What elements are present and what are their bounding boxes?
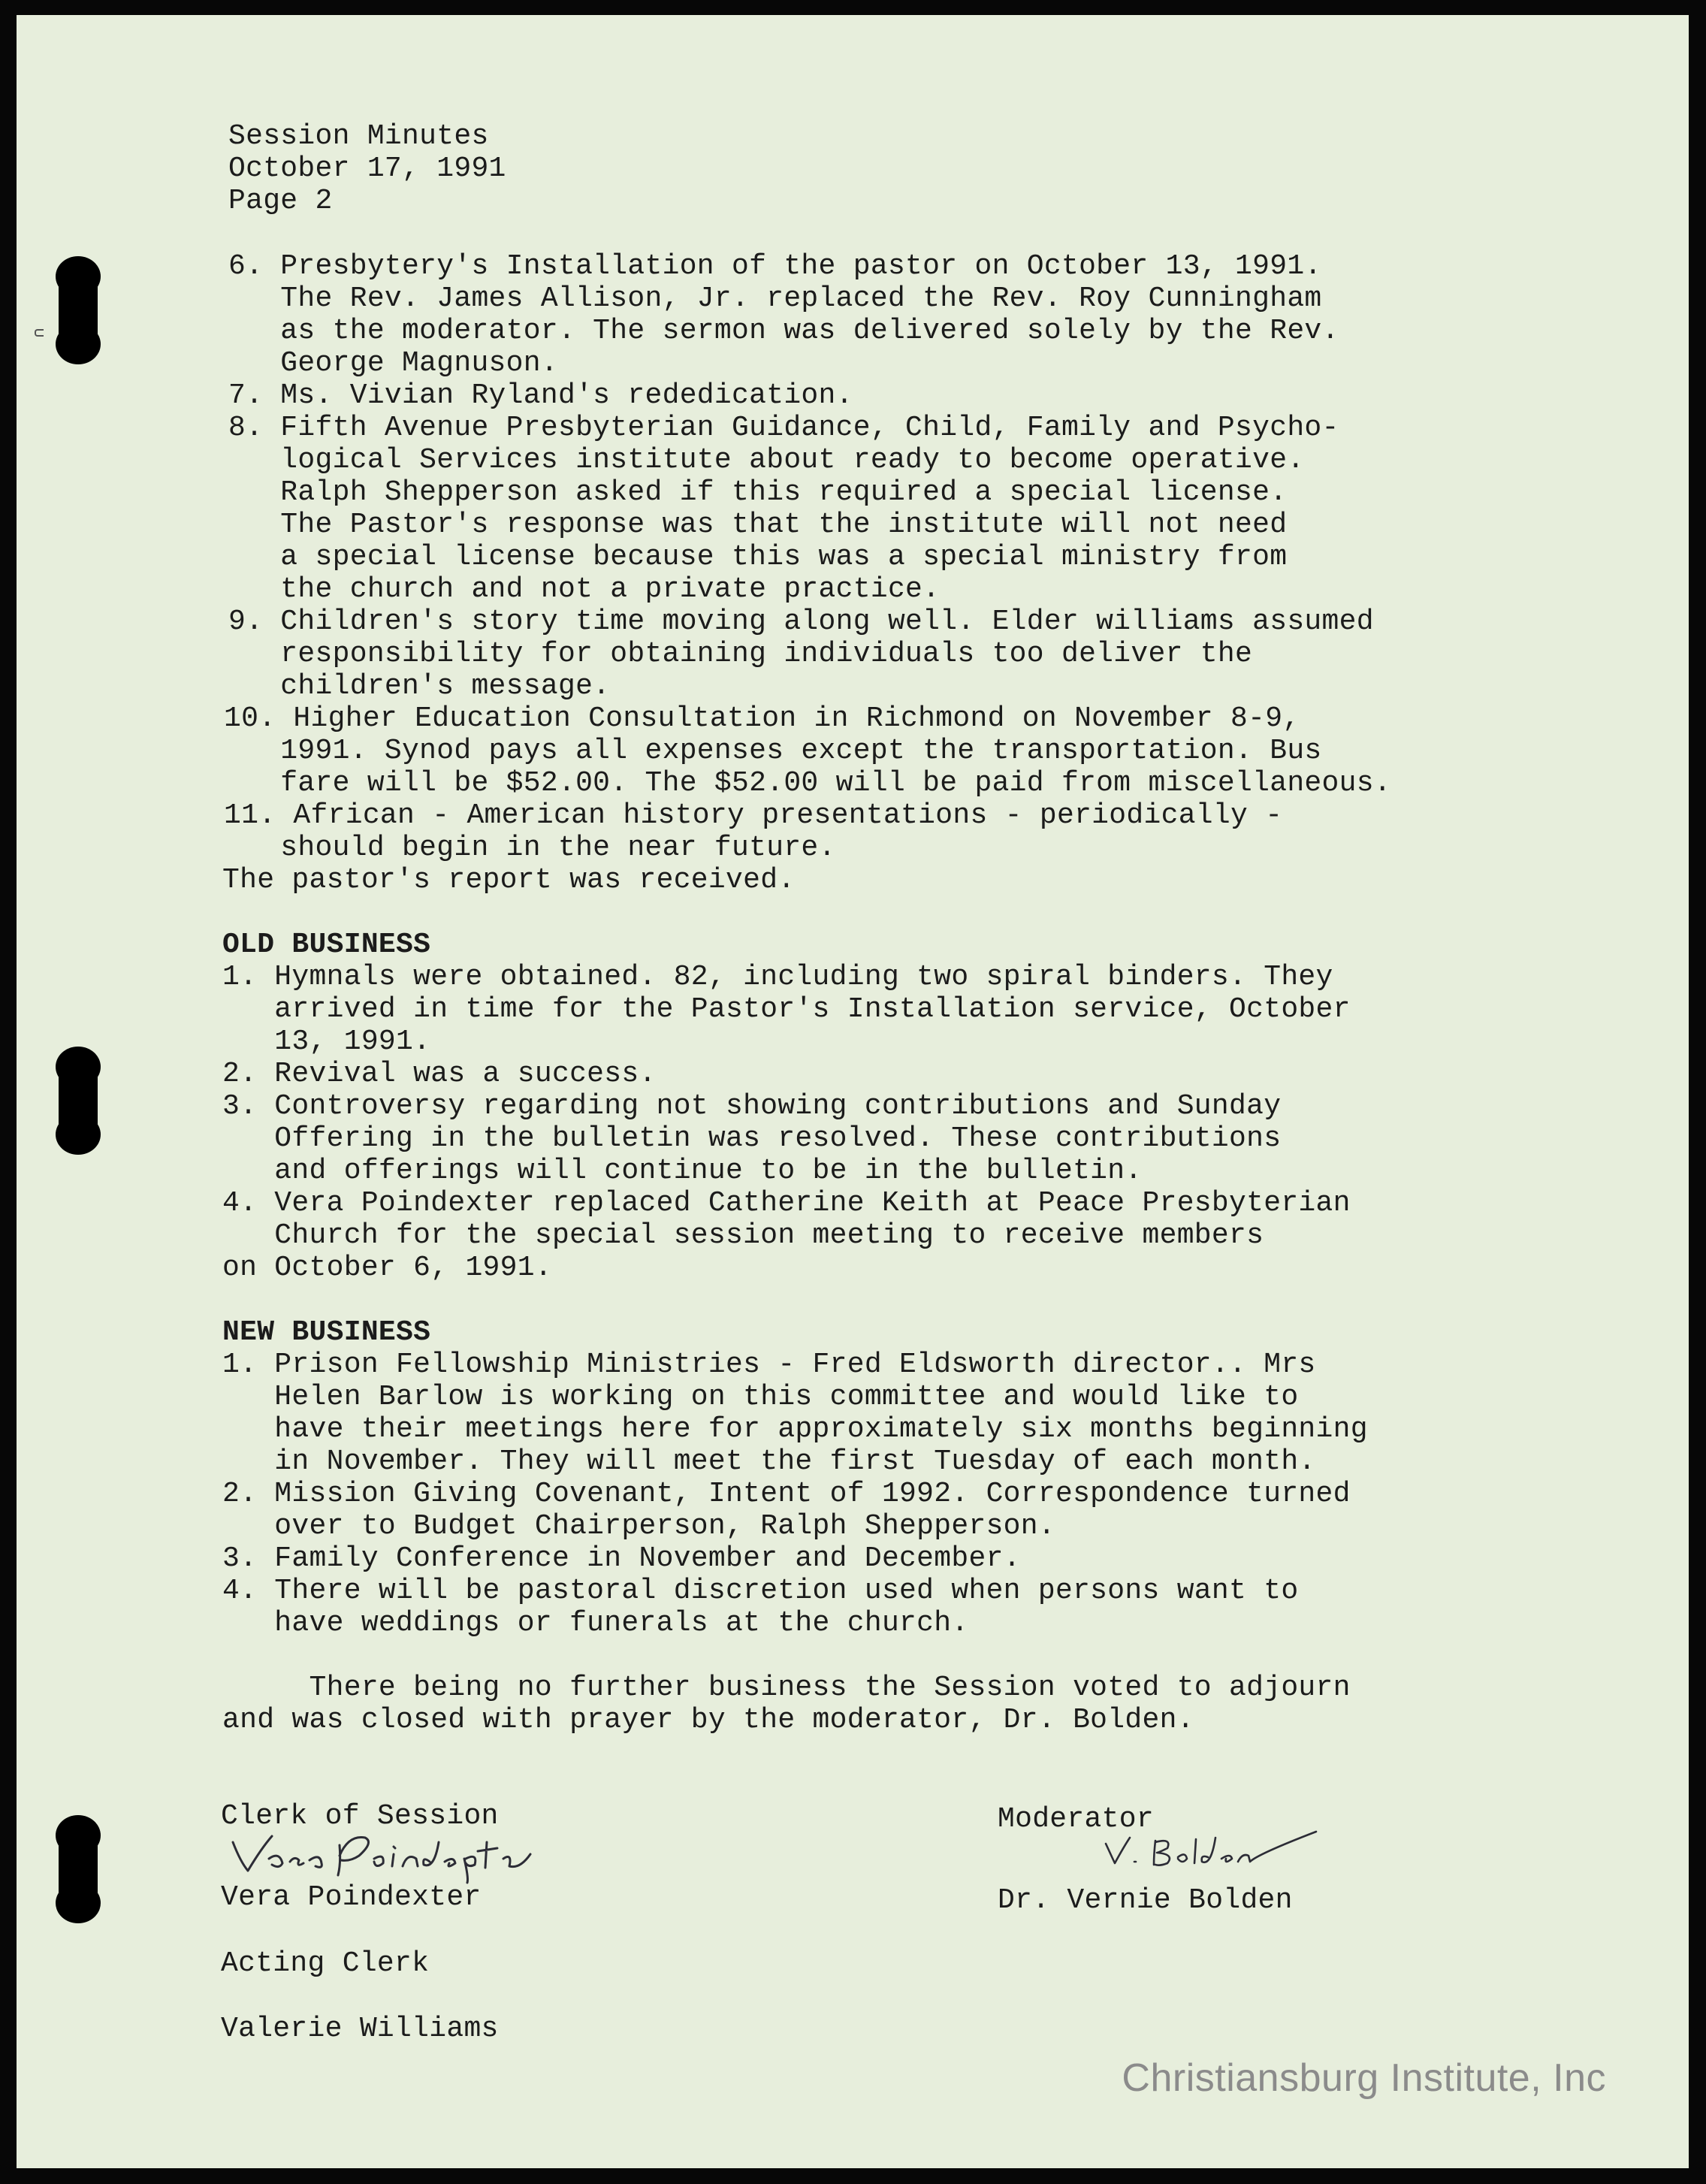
punch-hole-top (59, 258, 98, 363)
closing-line: There being no further business the Session voted to adjourn (222, 1672, 1351, 1704)
report-line: 8. Fifth Avenue Presbyterian Guidance, Child, Family and Psycho- (228, 412, 1339, 444)
report-line: as the moderator. The sermon was delivered solely by the Rev. (228, 315, 1339, 347)
report-line: children's message. (228, 670, 611, 702)
moderator-signature (1083, 1824, 1339, 1877)
old-business-line: 13, 1991. (222, 1026, 431, 1058)
watermark-text: Christiansburg Institute, Inc (1122, 2056, 1606, 2100)
report-line: logical Services institute about ready to become operative. (228, 444, 1305, 476)
report-line: fare will be $52.00. The $52.00 will be paid from miscellaneous. (228, 767, 1391, 799)
report-line: a special license because this was a special ministry from (228, 541, 1288, 573)
moderator-title: Moderator (998, 1803, 1154, 1835)
old-business-line: on October 6, 1991. (222, 1252, 552, 1284)
report-line: Ralph Shepperson asked if this required a special license. (228, 476, 1288, 509)
new-business-line: 2. Mission Giving Covenant, Intent of 1992. Correspondence turned (222, 1478, 1351, 1510)
report-line: 9. Children's story time moving along well. Elder williams assumed (228, 606, 1374, 638)
punch-hole-middle (59, 1048, 98, 1153)
new-business-line: 4. There will be pastoral discretion used when persons want to (222, 1575, 1299, 1607)
new-business-line: 1. Prison Fellowship Ministries - Fred Eldsworth director.. Mrs (222, 1349, 1316, 1381)
old-business-line: and offerings will continue to be in the bulletin. (222, 1155, 1143, 1187)
report-line: responsibility for obtaining individuals too deliver the (228, 638, 1253, 670)
header-title: Session Minutes (228, 120, 489, 153)
acting-clerk-name: Valerie Williams (221, 2013, 499, 2045)
new-business-heading: NEW BUSINESS (222, 1316, 431, 1349)
report-line: the church and not a private practice. (228, 573, 941, 606)
old-business-line: 2. Revival was a success. (222, 1058, 657, 1090)
pencil-mark (35, 329, 44, 337)
report-line: The Pastor's response was that the institute will not need (228, 509, 1288, 541)
report-line: 10. Higher Education Consultation in Richmond on November 8-9, (224, 702, 1300, 735)
report-line: George Magnuson. (228, 347, 558, 379)
old-business-line: Offering in the bulletin was resolved. These contributions (222, 1122, 1282, 1155)
report-line: 1991. Synod pays all expenses except the transportation. Bus (228, 735, 1322, 767)
report-line: 6. Presbytery's Installation of the pastor on October 13, 1991. (228, 250, 1322, 282)
report-line: 7. Ms. Vivian Ryland's rededication. (228, 379, 853, 412)
moderator-name: Dr. Vernie Bolden (998, 1884, 1293, 1917)
clerk-signature (227, 1826, 587, 1886)
acting-clerk-title: Acting Clerk (221, 1947, 430, 1980)
old-business-heading: OLD BUSINESS (222, 929, 431, 961)
punch-hole-bottom (59, 1817, 98, 1922)
old-business-line: arrived in time for the Pastor's Installation service, October (222, 993, 1351, 1026)
report-line: The Rev. James Allison, Jr. replaced the Rev. Roy Cunningham (228, 282, 1322, 315)
new-business-line: over to Budget Chairperson, Ralph Shepperson. (222, 1510, 1055, 1542)
old-business-line: 4. Vera Poindexter replaced Catherine Keith at Peace Presbyterian (222, 1187, 1351, 1219)
new-business-line: 3. Family Conference in November and December. (222, 1542, 1021, 1575)
new-business-line: have their meetings here for approximately six months beginning (222, 1413, 1368, 1445)
new-business-line: in November. They will meet the first Tuesday of each month. (222, 1445, 1316, 1478)
document-page (17, 15, 1689, 2168)
report-line: should begin in the near future. (228, 832, 836, 864)
new-business-line: Helen Barlow is working on this committee and would like to (222, 1381, 1299, 1413)
old-business-line: Church for the special session meeting to receive members (222, 1219, 1264, 1252)
clerk-title: Clerk of Session (221, 1800, 499, 1832)
header-page: Page 2 (228, 185, 333, 217)
closing-line: and was closed with prayer by the moderator, Dr. Bolden. (222, 1704, 1194, 1736)
clerk-name: Vera Poindexter (221, 1881, 482, 1914)
report-line: The pastor's report was received. (222, 864, 796, 896)
new-business-line: have weddings or funerals at the church. (222, 1607, 969, 1639)
old-business-line: 1. Hymnals were obtained. 82, including two spiral binders. They (222, 961, 1333, 993)
header-date: October 17, 1991 (228, 153, 506, 185)
report-line: 11. African - American history presentations - periodically - (224, 799, 1283, 832)
old-business-line: 3. Controversy regarding not showing contributions and Sunday (222, 1090, 1282, 1122)
